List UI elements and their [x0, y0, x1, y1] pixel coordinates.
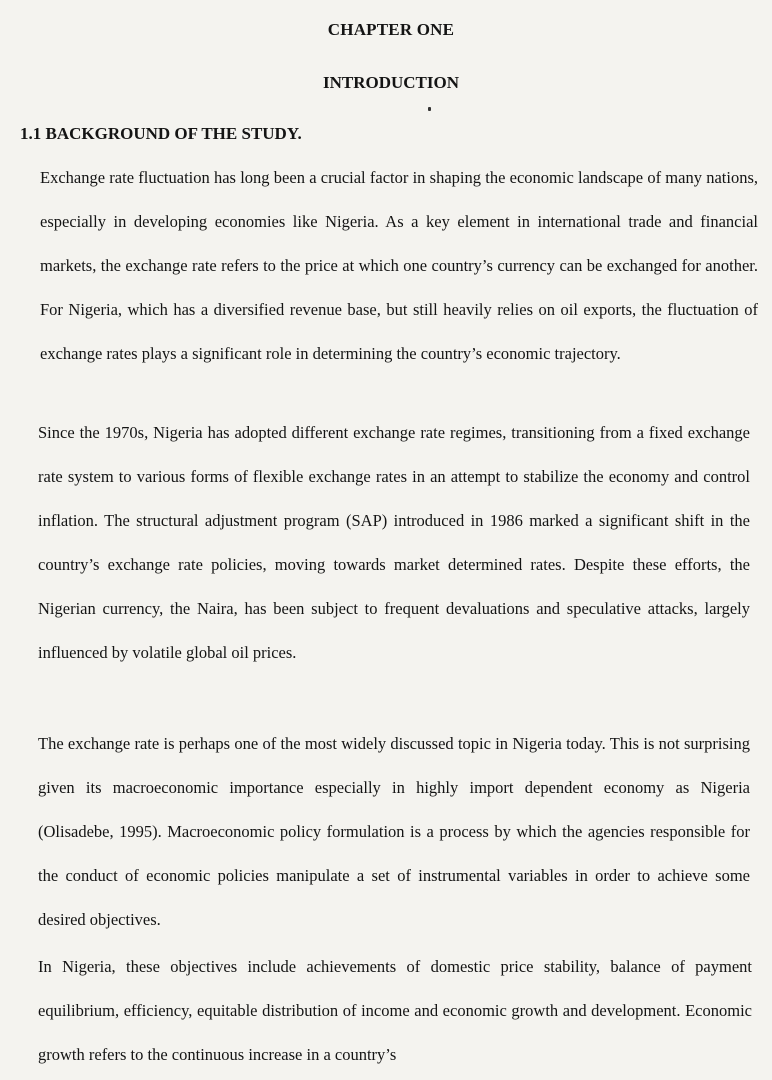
paragraph-macroeconomic-policy: The exchange rate is perhaps one of the most widely discussed topic in Nigeria today. This is not surprising given its macroeconomic importance especially in highly import dependent economy as Nigeria (Olisadebe, 1995). Macroeconomic policy formulation is a process by which the agencies responsible for the conduct of economic policies manipulate a set of instrumental variables in order to achieve some desired objectives.: [38, 734, 750, 930]
paragraph-policy-objectives: In Nigeria, these objectives include achievements of domestic price stability, balance of payment equilibrium, efficiency, equitable distribution of income and economic growth and development. Economic growth refers to the continuous increase in a country’s: [38, 957, 752, 1065]
introduction-title: INTRODUCTION: [322, 73, 460, 92]
paragraph-exchange-rate-fluctuation: Exchange rate fluctuation has long been a crucial factor in shaping the economic landscape of many nations, especially in developing economies like Nigeria. As a key element in international trade and financial markets, the exchange rate refers to the price at which one country’s currency can be exchanged for another. For Nigeria, which has a diversified revenue base, but still heavily relies on oil exports, the fluctuation of exchange rates plays a significant role in determining the country’s economic trajectory.: [40, 168, 758, 364]
chapter-title: CHAPTER ONE: [327, 20, 455, 39]
paragraph-exchange-rate-regimes: Since the 1970s, Nigeria has adopted different exchange rate regimes, transitioning from a fixed exchange rate system to various forms of flexible exchange rates in an attempt to stabilize the economy and control inflation. The structural adjustment program (SAP) introduced in 1986 marked a significant shift in the country’s exchange rate policies, moving towards market determined rates. Despite these efforts, the Nigerian currency, the Naira, has been subject to frequent devaluations and speculative attacks, largely influenced by volatile global oil prices.: [38, 423, 750, 663]
section-heading: 1.1 BACKGROUND OF THE STUDY.: [20, 124, 302, 143]
scan-speck: [428, 107, 431, 111]
